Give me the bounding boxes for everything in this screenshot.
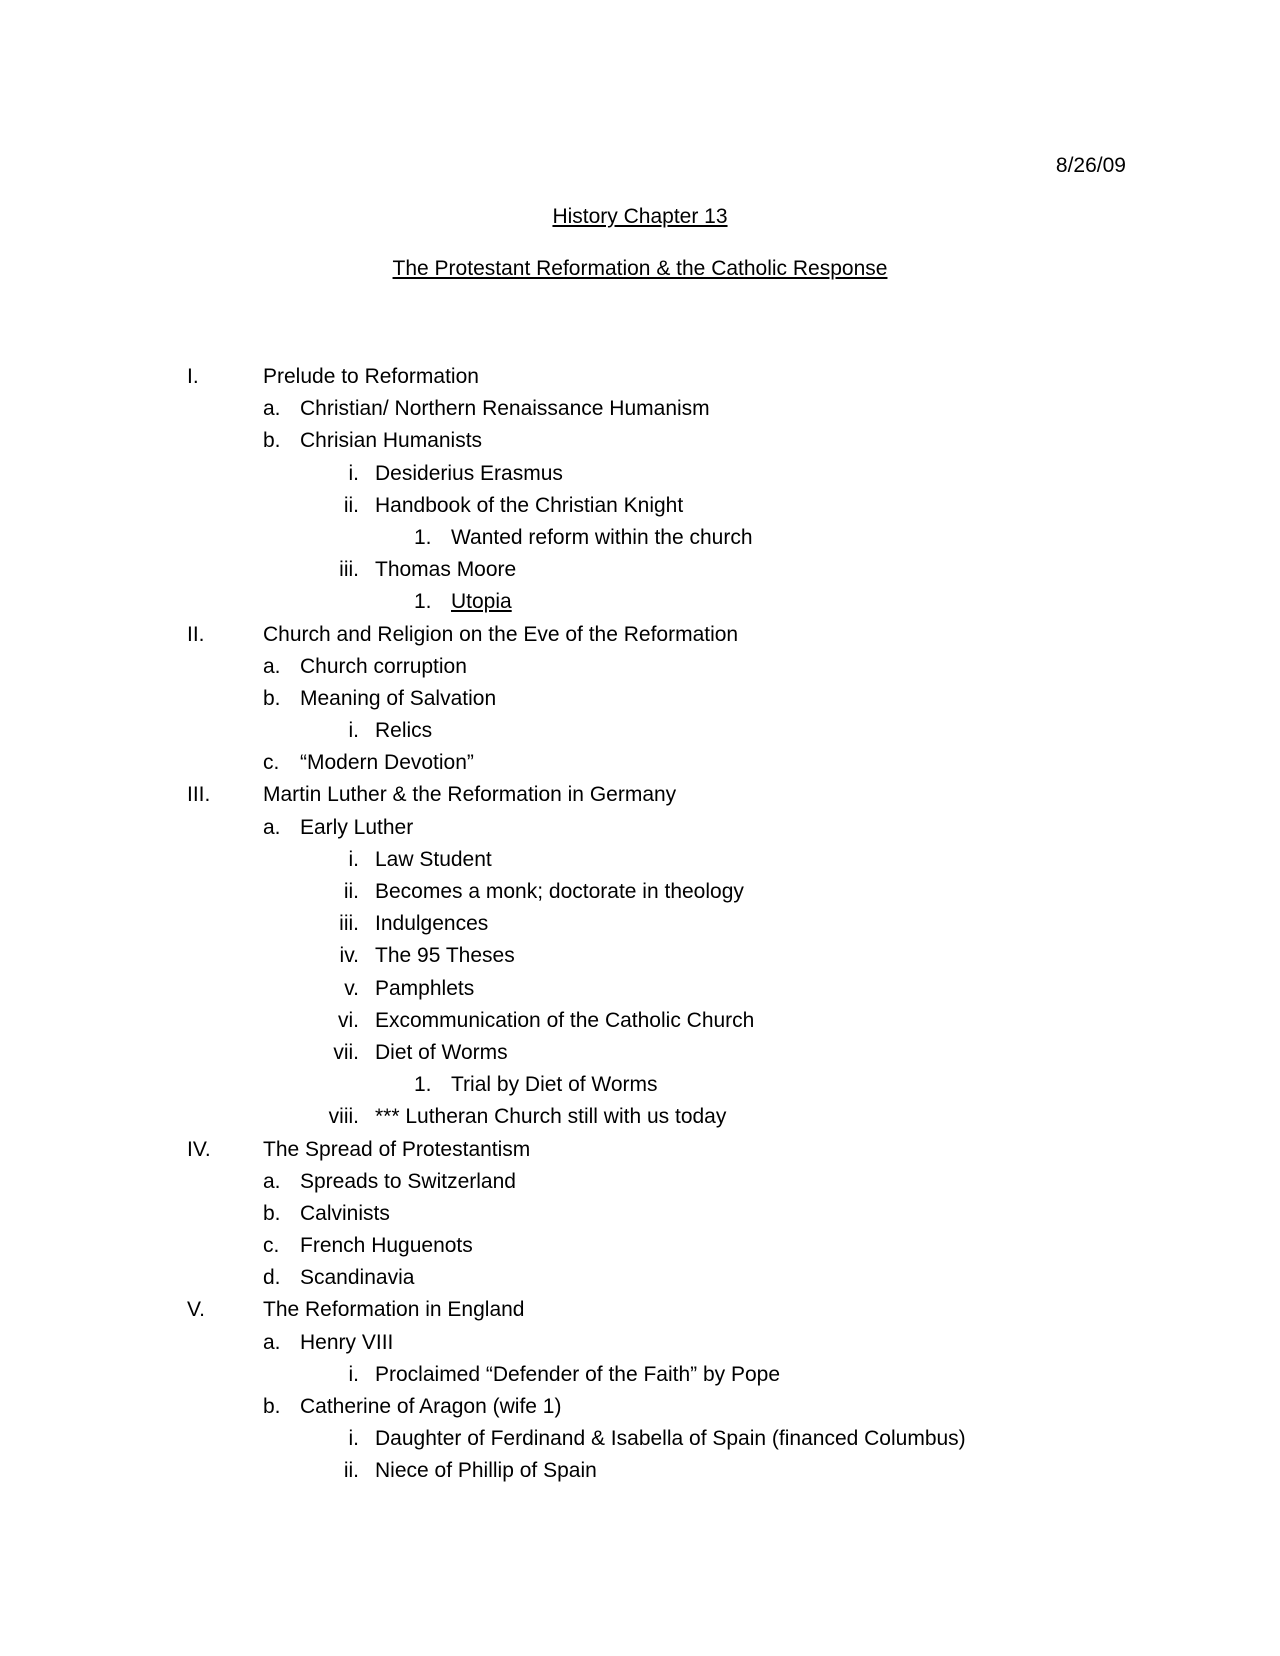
outline-item (0, 1166, 1280, 1198)
outline-text: *** Lutheran Church still with us today (375, 1105, 727, 1129)
outline-text: Prelude to Reformation (263, 365, 479, 388)
outline-text: Henry VIII (300, 1330, 394, 1354)
outline-text: Chrisian Humanists (300, 429, 483, 453)
outline-item (0, 425, 1280, 457)
outline-text: Law Student (375, 847, 492, 871)
outline-text: The Reformation in England (263, 1298, 525, 1322)
outline-marker: 1. (414, 1073, 432, 1097)
outline-marker: ii. (343, 880, 359, 903)
outline-marker: a. (263, 1169, 281, 1193)
outline-marker: b. (263, 1395, 281, 1418)
outline-text: Catherine of Aragon (wife 1) (300, 1395, 562, 1418)
outline-marker: iv. (339, 944, 359, 968)
outline-text: Calvinists (300, 1201, 390, 1225)
outline-item (0, 393, 1280, 425)
outline-text: Church and Religion on the Eve of the Reformation (263, 622, 739, 646)
outline-marker: i. (348, 461, 359, 485)
outline-text: Christian/ Northern Renaissance Humanism (300, 397, 710, 421)
outline-item (0, 1101, 1280, 1133)
outline-text: The Spread of Protestantism (263, 1137, 531, 1161)
outline-text: Desiderius Erasmus (375, 461, 563, 485)
outline-item (0, 683, 1280, 715)
outline-item (0, 1198, 1280, 1230)
outline-text: Utopia (451, 590, 512, 614)
outline-marker: i. (348, 847, 359, 871)
outline-text: The 95 Theses (375, 944, 515, 968)
outline-item (0, 458, 1280, 490)
outline-marker: III. (187, 783, 211, 807)
outline-text: Diet of Worms (375, 1040, 508, 1064)
outline-item (0, 1391, 1280, 1423)
outline-marker: c. (263, 751, 280, 775)
outline-item (0, 1294, 1280, 1326)
outline-text: Niece of Phillip of Spain (375, 1459, 597, 1483)
outline-item (0, 1423, 1280, 1455)
outline-marker: iii. (339, 558, 359, 582)
outline-item (0, 812, 1280, 844)
outline-marker: I. (187, 365, 199, 388)
outline-item (0, 747, 1280, 779)
outline-item (0, 1069, 1280, 1101)
outline-item (0, 844, 1280, 876)
outline-text: Martin Luther & the Reformation in Germany (263, 783, 677, 807)
outline-item (0, 522, 1280, 554)
outline-item (0, 779, 1280, 811)
outline-marker: ii. (343, 493, 359, 517)
outline-item (0, 1327, 1280, 1359)
outline-item (0, 1359, 1280, 1391)
outline-item (0, 1455, 1280, 1487)
outline-text: Proclaimed “Defender of the Faith” by Pope (375, 1362, 781, 1386)
outline-marker: v. (344, 976, 359, 1000)
outline-text: Relics (375, 719, 433, 743)
outline-text: Spreads to Switzerland (300, 1169, 516, 1193)
outline-marker: a. (263, 397, 281, 421)
outline-item (0, 619, 1280, 651)
outline-item (0, 1262, 1280, 1294)
outline-text: Scandinavia (300, 1266, 415, 1290)
outline-item (0, 973, 1280, 1005)
outline-marker: a. (263, 654, 281, 678)
outline-item (0, 1230, 1280, 1262)
outline-text: Early Luther (300, 815, 414, 839)
outline-marker: IV. (187, 1137, 211, 1161)
outline-text: Excommunication of the Catholic Church (375, 1008, 755, 1032)
outline-marker: vi. (338, 1008, 359, 1032)
outline-text: Meaning of Salvation (300, 686, 497, 710)
outline-item (0, 1037, 1280, 1069)
outline-marker: vii. (333, 1040, 359, 1064)
outline-marker: 1. (414, 525, 432, 549)
outline-text: Wanted reform within the church (451, 525, 753, 549)
outline-marker: V. (187, 1298, 205, 1322)
outline-text: Daughter of Ferdinand & Isabella of Spain (financed Columbus) (375, 1427, 966, 1451)
outline (0, 361, 1280, 1488)
outline-marker: d. (263, 1266, 281, 1290)
outline-marker: c. (263, 1234, 280, 1258)
outline-text: Trial by Diet of Worms (451, 1073, 658, 1097)
outline-text: “Modern Devotion” (300, 751, 474, 775)
outline-item (0, 1005, 1280, 1037)
document-date: 8/26/09 (1055, 154, 1126, 177)
outline-text: Becomes a monk; doctorate in theology (375, 880, 744, 903)
outline-item (0, 908, 1280, 940)
outline-marker: a. (263, 1330, 281, 1354)
outline-marker: a. (263, 815, 281, 839)
outline-marker: II. (187, 622, 205, 646)
outline-item (0, 940, 1280, 972)
outline-marker: b. (263, 686, 281, 710)
outline-marker: 1. (414, 590, 432, 614)
outline-marker: i. (348, 719, 359, 743)
outline-text: Thomas Moore (375, 558, 517, 582)
outline-marker: viii. (328, 1105, 359, 1129)
outline-item (0, 554, 1280, 586)
outline-marker: iii. (339, 912, 359, 936)
outline-marker: b. (263, 1201, 281, 1225)
outline-item (0, 651, 1280, 683)
outline-marker: ii. (343, 1459, 359, 1483)
outline-item (0, 361, 1280, 393)
document-title: History Chapter 13 (552, 205, 728, 228)
outline-text: Church corruption (300, 654, 467, 678)
outline-marker: i. (348, 1362, 359, 1386)
outline-item (0, 876, 1280, 908)
outline-item (0, 1134, 1280, 1166)
outline-text: French Huguenots (300, 1234, 473, 1258)
document-subtitle: The Protestant Reformation & the Catholic Response (392, 257, 888, 280)
outline-text: Pamphlets (375, 976, 475, 1000)
outline-item (0, 586, 1280, 618)
outline-marker: i. (348, 1427, 359, 1451)
outline-item (0, 490, 1280, 522)
outline-item (0, 715, 1280, 747)
outline-text: Handbook of the Christian Knight (375, 493, 684, 517)
outline-marker: b. (263, 429, 281, 453)
outline-text: Indulgences (375, 912, 489, 936)
